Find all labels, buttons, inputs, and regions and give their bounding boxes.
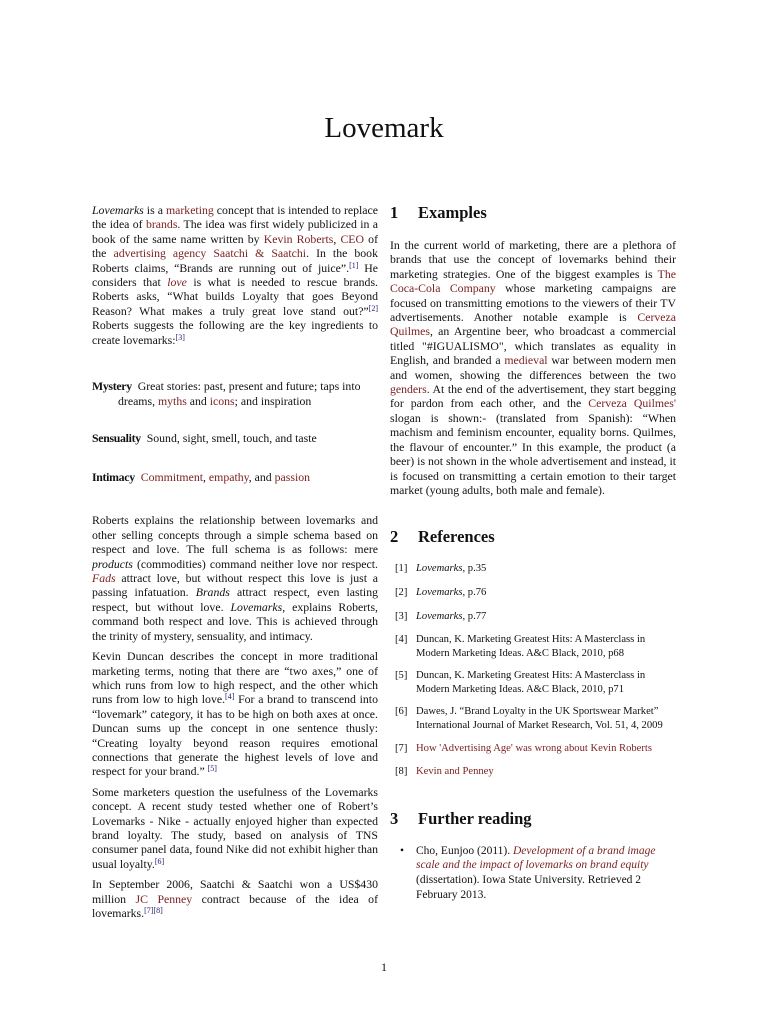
body-text: For a brand to transcend into “lovemark” category, it has to be high on both axes at once. Duncan sums up the concept in one sentence thusly: “Creating loyalty beyond reason requires emotional connections that generate the highest levels of love and respect for your brand.” xyxy=(92,692,378,779)
reference-text: , p.76 xyxy=(462,586,487,598)
link-icons[interactable]: icons xyxy=(209,393,235,408)
reference-item xyxy=(390,633,676,660)
body-text: , explains Roberts, command both respect and love. This is achieved through the trinity of mystery, sensuality, and intimacy. xyxy=(92,599,379,643)
reference-text: Duncan, K. Marketing Greatest Hits: A Masterclass in Modern Marketing Ideas. A&C Black, 2010, p71 xyxy=(416,670,646,695)
body-text: , an Argentine beer, who broadcast a commercial titled "#IGUALISMO", which translates as equality in English, and branded a xyxy=(390,324,676,368)
body-text: slogan is shown:- (translated from Spanish): “When machism and feminism encounter, equality borns. Quilmes, the flavour of encounter.” In this example, the product (a beer) is not shown in the whole advertisement and instead, it is focused on transmitting a certain emotion to their target market (young adults, both male and female). xyxy=(390,410,677,497)
definition-text: Sound, sight, smell, touch, and taste xyxy=(146,431,317,446)
reference-number: [6] xyxy=(395,706,408,718)
intro-text: of the xyxy=(92,231,378,261)
reference-title: Lovemarks xyxy=(416,586,463,598)
intro-text: Roberts suggests the following are the key ingredients to create lovemarks: xyxy=(92,318,378,347)
link-medieval[interactable]: medieval xyxy=(504,353,548,368)
reference-number: [3] xyxy=(395,610,408,622)
body-text: In September 2006, Saatchi & Saatchi won a US$430 million xyxy=(92,877,378,906)
link-kevin-and-penney[interactable]: Kevin and Penney xyxy=(416,766,494,778)
body-text: Cho, Eunjoo (2011). xyxy=(416,844,513,857)
citation-5[interactable]: [5] xyxy=(207,764,217,774)
duncan-paragraph xyxy=(92,649,378,779)
link-saatchi[interactable]: Saatchi & Saatchi xyxy=(213,246,307,261)
citation-7-8[interactable]: [7][8] xyxy=(144,906,163,915)
section-heading-references xyxy=(390,527,676,547)
section-number: 3 xyxy=(390,808,399,828)
reference-number: [2] xyxy=(395,586,408,598)
italic-term: Lovemarks xyxy=(230,599,283,614)
body-text: (commodities) command neither love nor respect. xyxy=(132,556,378,571)
body-text: whose marketing campaigns are focused on transmitting emotions to the viewers of their TV advertisements. Another notable example is xyxy=(390,281,676,325)
intro-text: He considers that xyxy=(92,260,378,290)
intro-text: concept that is intended to replace the idea of xyxy=(92,203,378,232)
reference-item xyxy=(390,765,676,779)
link-commitment[interactable]: Commitment xyxy=(140,469,203,484)
definition-intimacy xyxy=(92,470,378,485)
link-ceo[interactable]: CEO xyxy=(340,231,365,246)
link-empathy[interactable]: empathy xyxy=(208,469,249,484)
link-coca-cola[interactable]: The Coca-Cola Company xyxy=(390,266,676,296)
reference-item xyxy=(390,742,676,756)
citation-4[interactable]: [4] xyxy=(225,692,235,702)
intro-text: . In the book Roberts claims, “Brands are running out of juice”. xyxy=(92,246,378,275)
reference-title: Lovemarks xyxy=(416,563,463,575)
reference-text: Dawes, J. “Brand Loyalty in the UK Sportswear Market” International Journal of Market Research, Vol. 51, 4, 2009 xyxy=(416,706,663,732)
intro-text: . The idea was first widely publicized in a book of the same name written by xyxy=(92,217,378,246)
link-fads[interactable]: Fads xyxy=(92,571,116,586)
left-column xyxy=(92,203,378,920)
link-genders[interactable]: genders xyxy=(390,382,427,397)
section-heading-further-reading xyxy=(390,809,676,829)
citation-6[interactable]: [6] xyxy=(154,856,165,866)
reference-number: [1] xyxy=(395,563,408,575)
body-text: Roberts explains the relationship between lovemarks and other selling concepts through a simple schema based on respect and love. The full schema is as follows: mere xyxy=(92,513,378,557)
link-brands[interactable]: brands xyxy=(145,217,178,232)
intro-term: Lovemarks xyxy=(92,203,144,217)
body-text: attract respect, even lasting respect, but without love. xyxy=(92,585,378,614)
link-myths[interactable]: myths xyxy=(157,393,187,408)
section-heading-examples xyxy=(390,203,676,223)
reference-title: Lovemarks xyxy=(416,610,463,622)
reference-number: [8] xyxy=(395,766,408,778)
citation-2[interactable]: [2] xyxy=(368,303,378,313)
definition-text: , xyxy=(203,469,209,484)
schema-paragraph xyxy=(92,513,378,643)
body-text: . At the end of the advertisement, they start begging for pardon from each other, and the xyxy=(390,382,676,411)
reference-number: [4] xyxy=(395,634,408,646)
definition-mystery xyxy=(92,379,378,408)
section-title: Further reading xyxy=(418,808,532,828)
page-number: 1 xyxy=(381,960,387,974)
definition-term: Sensuality xyxy=(92,431,141,446)
section-title: References xyxy=(418,527,495,547)
right-column xyxy=(390,203,676,902)
italic-term: products xyxy=(92,556,133,571)
link-brand-image-scale[interactable]: Development of a brand image scale and the impact of lovemarks on brand equity xyxy=(416,844,656,872)
reference-item xyxy=(390,562,676,576)
section-title: Examples xyxy=(418,203,487,222)
reference-item xyxy=(390,586,676,600)
link-advertising-agency[interactable]: advertising agency xyxy=(113,246,207,261)
page-title: Lovemark xyxy=(324,112,444,144)
further-reading-item xyxy=(390,844,676,902)
citation-3[interactable]: [3] xyxy=(175,332,185,342)
body-text: (dissertation). Iowa State University. Retrieved 2 February 2013. xyxy=(416,874,642,901)
section-number: 2 xyxy=(390,527,399,547)
examples-paragraph xyxy=(390,238,676,497)
link-kevin-roberts[interactable]: Kevin Roberts xyxy=(263,231,334,246)
reference-number: [7] xyxy=(395,742,408,754)
body-text: war between modern men and women, showing the differences between the two xyxy=(390,353,676,382)
definition-text: , and xyxy=(248,469,275,484)
body-text: attract love, but without respect this love is just a passing infatuation. xyxy=(92,571,378,600)
link-love[interactable]: love xyxy=(167,275,187,290)
definition-term: Mystery xyxy=(92,379,132,394)
definition-text: ; and inspiration xyxy=(234,393,312,408)
body-text: In the current world of marketing, there are a plethora of brands that use the concept of lovemarks behind their marketing strategies. One of the biggest examples is xyxy=(390,238,676,281)
italic-term: Brands xyxy=(195,585,230,600)
body-text: Some marketers question the usefulness of the Lovemarks concept. A recent study tested whether one of Robert’s Lovemarks - Nike - actually enjoyed higher than expected brand loyalty. The study, based on analysis of TNS consumer panel data, found Nike did not exhibit higher than usual loyalty. xyxy=(92,784,378,871)
reference-number: [5] xyxy=(395,670,408,682)
section-number: 1 xyxy=(390,203,399,222)
definition-text: Great stories: past, present and future; taps into dreams, xyxy=(118,379,361,408)
definition-sensuality xyxy=(92,431,378,446)
body-text: Kevin Duncan describes the concept in more traditional marketing terms, noting that there are “two axes,” one of which runs from low to high respect, and the other which runs from low to high love. xyxy=(92,649,378,707)
bullet-icon: • xyxy=(400,844,405,857)
jcpenney-paragraph xyxy=(92,877,378,920)
link-jc-penney[interactable]: JC Penney xyxy=(135,891,193,906)
link-advertising-age[interactable]: How 'Advertising Age' was wrong about Kevin Roberts xyxy=(416,742,652,754)
link-marketing[interactable]: marketing xyxy=(165,203,214,217)
reference-item xyxy=(390,669,676,696)
intro-text: is a xyxy=(143,203,166,217)
intro-paragraph xyxy=(92,203,378,347)
intro-text: , xyxy=(333,231,341,246)
citation-1[interactable]: [1] xyxy=(349,260,359,270)
definition-term: Intimacy xyxy=(92,469,135,484)
body-text: contract because of the idea of lovemarks. xyxy=(92,891,378,920)
reference-item xyxy=(390,705,676,732)
definition-text: and xyxy=(186,393,210,408)
reference-text: Duncan, K. Marketing Greatest Hits: A Masterclass in Modern Marketing Ideas. A&C Black, 2010, p68 xyxy=(416,634,646,659)
link-cerveza-quilmes[interactable]: Cerveza Quilmes xyxy=(390,310,676,339)
link-passion[interactable]: passion xyxy=(274,469,311,484)
reference-list xyxy=(390,562,676,779)
reference-item xyxy=(390,610,676,624)
link-cerveza-quilmes-2[interactable]: Cerveza Quilmes' xyxy=(588,396,676,411)
reference-text: , p.35 xyxy=(462,563,487,575)
reference-text: , p.77 xyxy=(462,610,487,622)
nike-paragraph xyxy=(92,785,378,871)
intro-text: is what is needed to rescue brands. Roberts asks, “What builds Loyalty that goes Beyond Reason? What makes a truly great love stand out?” xyxy=(92,275,378,318)
